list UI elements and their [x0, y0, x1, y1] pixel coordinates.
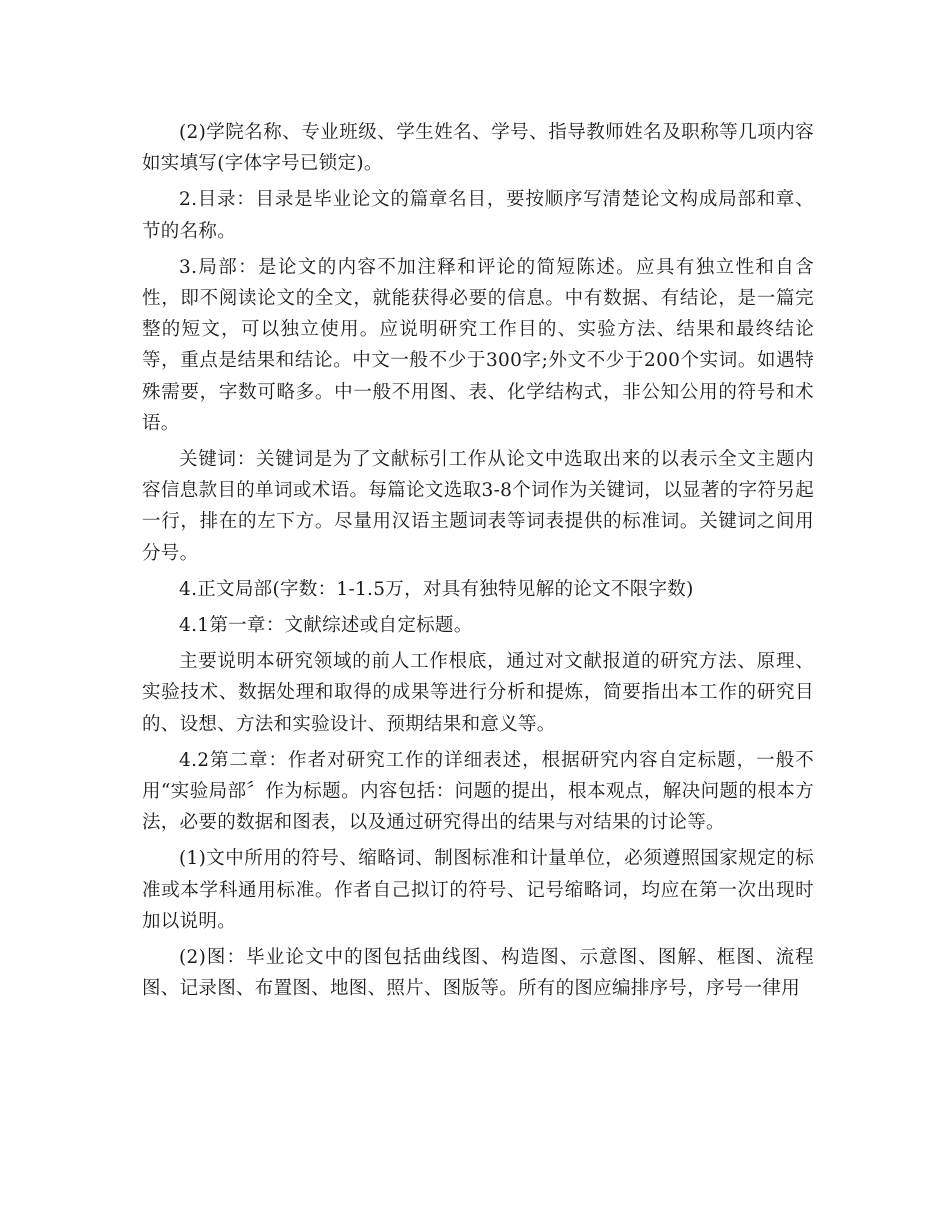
- paragraph-table-of-contents: 2.目录：目录是毕业论文的篇章名目，要按顺序写清楚论文构成局部和章、节的名称。: [142, 189, 814, 242]
- paragraph-chapter-one-description: 主要说明本研究领域的前人工作根底，通过对文献报道的研究方法、原理、实验技术、数据处理和取得的成果等进行分析和提炼，简要指出本工作的研究目的、设想、方法和实验设计、预期结果和意义等。: [142, 651, 814, 735]
- paragraph-main-body: 4.正文局部(字数：1-1.5万，对具有独特见解的论文不限字数): [179, 578, 694, 600]
- document-body: [142, 117, 814, 1009]
- paragraph-chapter-two: 4.2第二章：作者对研究工作的详细表述，根据研究内容自定标题，一般不用“实验局部〞作为标题。内容包括：问题的提出，根本观点，解决问题的根本方法，必要的数据和图表，以及通过研究得出的结果与对结果的讨论等。: [142, 749, 814, 834]
- paragraph-figures: (2)图：毕业论文中的图包括曲线图、构造图、示意图、图解、框图、流程图、记录图、布置图、地图、照片、图版等。所有的图应编排序号，序号一律用: [142, 947, 814, 1000]
- paragraph-abstract: 3.局部：是论文的内容不加注释和评论的简短陈述。应具有独立性和自含性，即不阅读论文的全文，就能获得必要的信息。中有数据、有结论，是一篇完整的短文，可以独立使用。应说明研究工作目的、实验方法、结果和最终结论等，重点是结果和结论。中文一般不少于300字;外文不少于200个实词。如遇特殊需要，字数可略多。中一般不用图、表、化学结构式，非公知公用的符号和术语。: [142, 256, 814, 434]
- paragraph-keywords: 关键词：关键词是为了文献标引工作从论文中选取出来的以表示全文主题内容信息款目的单词或术语。每篇论文选取3-8个词作为关键词，以显著的字符另起一行，排在的左下方。尽量用汉语主题词表等词表提供的标准词。关键词之间用分号。: [142, 449, 814, 564]
- paragraph-symbols-standards: (1)文中所用的符号、缩略词、制图标准和计量单位，必须遵照国家规定的标准或本学科通用标准。作者自己拟订的符号、记号缩略词，均应在第一次出现时加以说明。: [142, 848, 814, 932]
- paragraph-institution-info: (2)学院名称、专业班级、学生姓名、学号、指导教师姓名及职称等几项内容如实填写(字体字号已锁定)。: [142, 122, 814, 175]
- paragraph-chapter-one: 4.1第一章：文献综述或自定标题。: [179, 615, 473, 637]
